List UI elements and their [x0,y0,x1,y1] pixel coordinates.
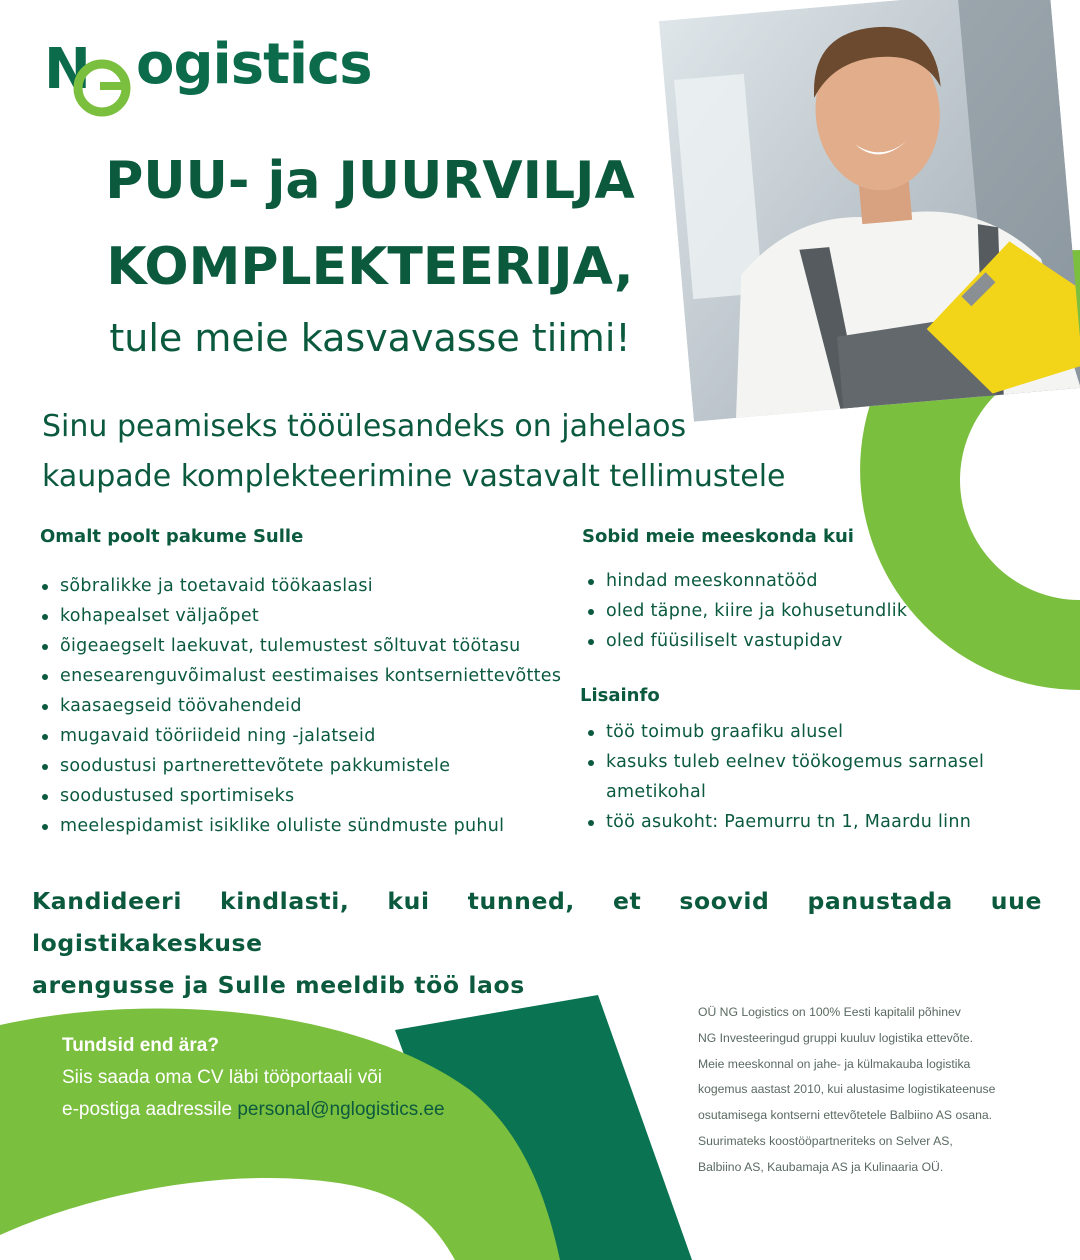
list-item: hindad meeskonnatööd [586,566,1026,596]
about-line: NG Investeeringud gruppi kuuluv logistika ettevõte. [698,1030,974,1045]
list-item: soodustusi partnerettevõtete pakkumistele [40,751,580,781]
list-item: kasuks tuleb eelnev töökogemus sarnasel ametikohal [586,747,1006,807]
about-line: OÜ NG Logistics on 100% Eesti kapitalil põhinev [698,1005,961,1019]
brand-logo [44,22,372,122]
list-item: kaasaegseid töövahendeid [40,691,580,721]
contact-line2-prefix: e-postiga aadressile [62,1099,238,1120]
worker-illustration [659,0,1080,422]
about-line: Meie meeskonnal on jahe- ja külmakauba logistika [698,1056,971,1071]
list-item: oled täpne, kiire ja kohusetundlik [586,596,1026,626]
lead-line2: kaupade komplekteerimine vastavalt tellimustele [42,459,786,494]
list-item: soodustused sportimiseks [40,781,580,811]
about-line: kogemus aastast 2010, kui alustasime logistikateenuse [698,1082,996,1097]
list-item: oled füüsiliselt vastupidav [586,626,1026,656]
contact-line1: Siis saada oma CV läbi tööportaali või [62,1067,383,1088]
email-link[interactable]: personal@nglogistics.ee [237,1099,445,1120]
contact-line2 [62,1094,582,1126]
list-item: enesearenguvõimalust eestimaises kontserniettevõttes [40,661,580,691]
list-item: õigeaegselt laekuvat, tulemustest sõltuvat töötasu [40,631,580,661]
extra-heading: Lisainfo [580,685,660,706]
about-company [698,1000,1048,1181]
fit-list [586,566,1026,656]
job-subtitle: tule meie kasvavasse tiimi! [109,316,631,360]
offer-list [40,571,580,841]
list-item: mugavaid tööriideid ning -jalatseid [40,721,580,751]
lead-line1: Sinu peamiseks tööülesandeks on jahelaos [42,409,687,444]
cta-text [32,880,1042,1006]
contact-heading: Tundsid end ära? [62,1035,219,1056]
lead-text [42,402,902,502]
svg-text:N: N [44,37,91,102]
list-item: sõbralikke ja toetavaid töökaaslasi [40,571,580,601]
about-line: Suurimateks koostööpartneriteks on Selver AS, [698,1133,953,1148]
job-title-line2: KOMPLEKTEERIJA, [106,237,634,297]
list-item: kohapealset väljaõpet [40,601,580,631]
offer-heading: Omalt poolt pakume Sulle [40,526,304,547]
about-line: osutamisega kontserni ettevõtetele Balbiino AS osana. [698,1108,993,1123]
list-item: töö toimub graafiku alusel [586,717,1006,747]
extra-list [586,717,1006,837]
worker-photo [659,0,1080,422]
cta-line1: Kandideeri kindlasti, kui tunned, et soovid panustada uue logistikakeskuse [32,887,1042,957]
logo-wordmark: ogistics [136,32,372,97]
about-line: Balbiino AS, Kaubamaja AS ja Kulinaaria OÜ. [698,1159,944,1174]
list-item: meelespidamist isiklike oluliste sündmuste puhul [40,811,580,841]
contact-block [62,1030,582,1126]
cta-line2: arengusse ja Sulle meeldib töö laos [32,971,525,999]
list-item: töö asukoht: Paemurru tn 1, Maardu linn [586,807,1006,837]
fit-heading: Sobid meie meeskonda kui [582,526,854,547]
job-title-line1: PUU- ja JUURVILJA [105,151,635,211]
